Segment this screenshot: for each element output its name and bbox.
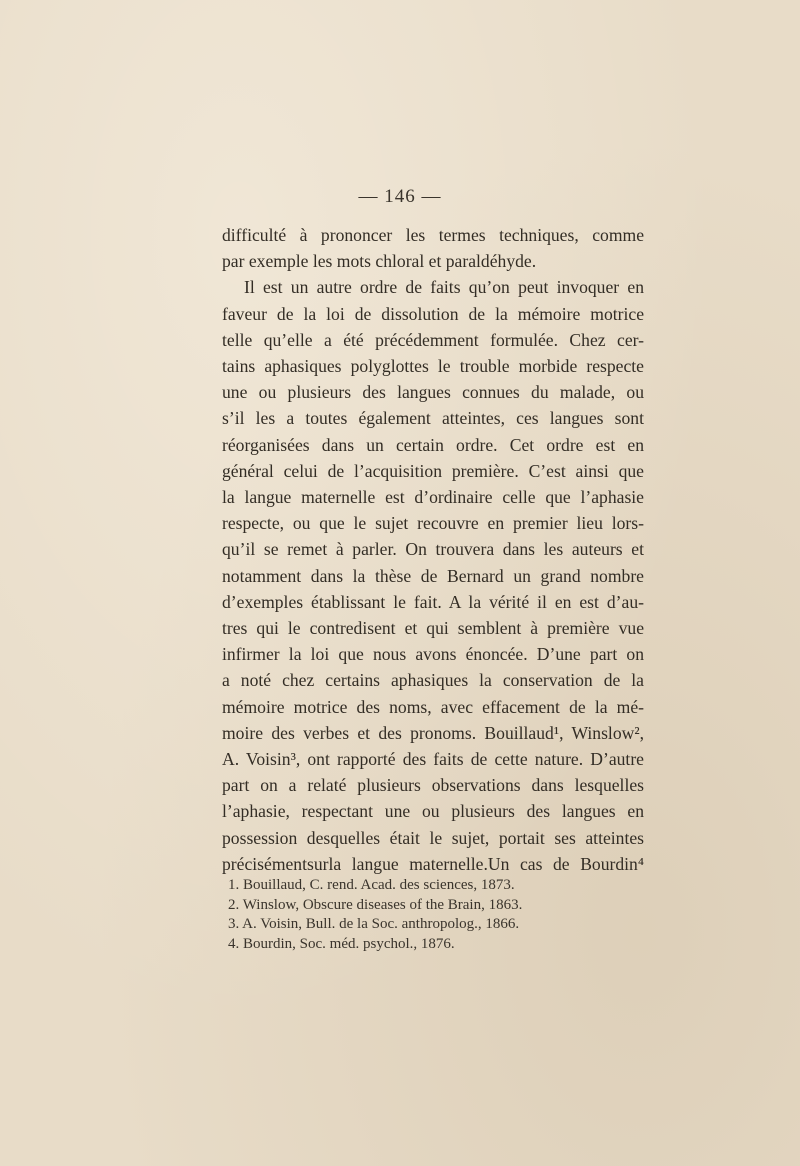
text-line: d’exemples établissant le fait. A la vérité il en est d’au- [222,591,644,612]
footnote: 3. A. Voisin, Bull. de la Soc. anthropolog., 1866. [228,916,520,933]
footnotes [228,876,522,954]
footnote: 1. Bouillaud, C. rend. Acad. des sciences, 1873. [228,877,515,893]
text-line: une ou plusieurs des langues connues du malade, ou [222,382,644,403]
text-line: l’aphasie, respectant une ou plusieurs des langues en [222,801,644,822]
text-line: difficulté à prononcer les termes techniques, comme [222,225,644,245]
text-line: faveur de la loi de dissolution de la mémoire motrice [222,303,644,324]
text-line: la langue maternelle est d’ordinaire celle que l’aphasie [222,487,644,508]
text-line: infirmer la loi que nous avons énoncée. D’une part on [222,644,644,665]
text-line: tres qui le contredisent et qui semblent à première vue [222,618,644,639]
text-line: moire des verbes et des pronoms. Bouillaud¹, Winslow², [222,722,644,743]
text-line: mémoire motrice des noms, avec effacement de la mé- [222,696,644,717]
text-line: par exemple les mots chloral et paraldéhyde. [222,251,537,272]
text-line: A. Voisin³, ont rapporté des faits de cette nature. D’autre [222,749,644,770]
page-number: — 146 — [358,186,442,207]
text-line: Il est un autre ordre de faits qu’on peut invoquer en [244,277,644,298]
text-line: notamment dans la thèse de Bernard un grand nombre [222,565,644,586]
body-text [222,222,644,877]
footnote: 4. Bourdin, Soc. méd. psychol., 1876. [228,935,455,952]
footnote: 2. Winslow, Obscure diseases of the Brain, 1863. [228,896,523,913]
text-line: respecte, ou que le sujet recouvre en premier lieu lors- [222,513,644,534]
text-line: a noté chez certains aphasiques la conservation de la [222,670,644,691]
text-line: possession desquelles était le sujet, portait ses atteintes [222,827,644,848]
text-line: précisémentsurla langue maternelle.Un cas de Bourdin⁴ [222,853,644,874]
text-line: réorganisées dans un certain ordre. Cet ordre est en [222,434,644,455]
text-line: tains aphasiques polyglottes le trouble morbide respecte [222,356,644,377]
text-line: général celui de l’acquisition première. C’est ainsi que [222,460,644,481]
text-line: part on a relaté plusieurs observations dans lesquelles [222,775,644,796]
text-line: qu’il se remet à parler. On trouvera dans les auteurs et [222,539,644,560]
text-line: s’il les a toutes également atteintes, ces langues sont [222,408,644,429]
text-line: telle qu’elle a été précédemment formulée. Chez cer- [222,329,644,350]
